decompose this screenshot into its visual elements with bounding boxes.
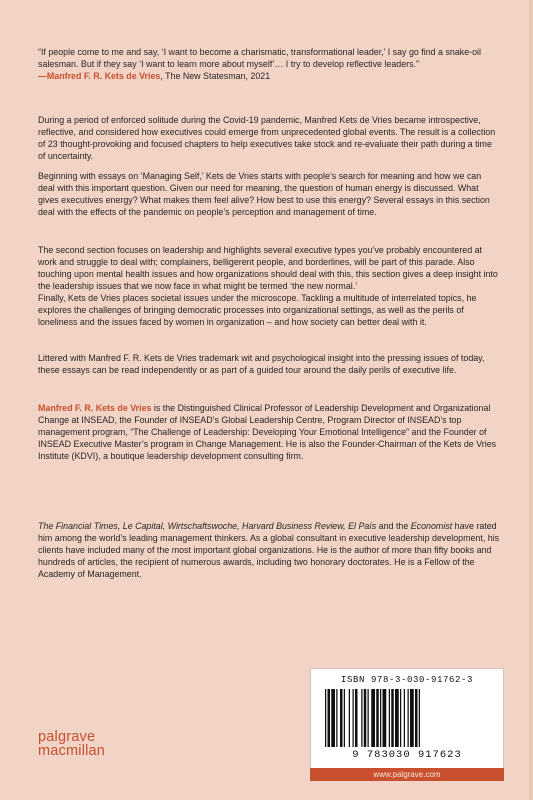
paragraph-1 bbox=[38, 114, 500, 162]
quote-text: “If people come to me and say, ‘I want to become a charismatic, transformational leader,’ I say go find a snake-oil salesman. But if they say ‘I want to learn more about myself’… I try to develop reflective leaders.” bbox=[38, 47, 481, 70]
barcode-bar bbox=[353, 689, 354, 747]
quote-block bbox=[38, 46, 500, 82]
barcode-bar bbox=[328, 689, 331, 747]
barcode-bar bbox=[331, 689, 335, 747]
barcode-icon bbox=[323, 689, 491, 747]
barcode-bar bbox=[400, 689, 401, 747]
barcode-bar bbox=[395, 689, 399, 747]
paragraph-5 bbox=[38, 352, 500, 376]
barcode-bar bbox=[371, 689, 375, 747]
barcode-bar bbox=[376, 689, 379, 747]
barcode-panel bbox=[310, 668, 504, 770]
barcode-bar bbox=[410, 689, 414, 747]
bio-text: is the Distinguished Clinical Professor of Leadership Development and Organizational Change at INSEAD, the Founder of INSEAD’s Global Leadership Centre, Program Director of INSEAD’s top management program, “The Challenge of Leadership: Developing Your Emotional Intelligence” and the Founder of INSEAD Executive Master’s program in Change Management. He is also the Founder-Chairman of the Kets de Vries Institute (KDVI), a boutique leadership development consulting firm. bbox=[38, 403, 497, 462]
accolades-body: have rated him among the world’s leading management thinkers. As a global consultant in executive leadership development, his clients have included many of the most important global organizations. He is the author of more than fifty books and hundreds of articles, the recipient of numerous awards, including two honorary doctorates. He is a Fellow of the Academy of Management. bbox=[38, 521, 500, 580]
author-name: Manfred F. R. Kets de Vries bbox=[38, 403, 152, 413]
accolades-text bbox=[38, 520, 500, 580]
isbn-digits: 9 783030 917623 bbox=[311, 749, 503, 761]
quote-author: —Manfred F. R. Kets de Vries bbox=[38, 71, 161, 82]
isbn-label: ISBN 978-3-030-91762-3 bbox=[340, 675, 474, 685]
barcode-bar bbox=[408, 689, 409, 747]
barcode-bar bbox=[383, 689, 387, 747]
barcode-bar bbox=[355, 689, 358, 747]
publisher-logo-line2: macmillan bbox=[38, 743, 106, 759]
paragraph-text: The second section focuses on leadership and highlights several executive types you’ve probably encountered at work and struggle to deal with; complainers, belligerent people, and borderlines, will be part of this parade. Also touching upon mental health issues and how organizations should deal with this, this section gives a deep insight into the leadership issues that we now face in what might be termed ‘the new normal.’ bbox=[38, 245, 498, 292]
barcode-bar bbox=[419, 689, 420, 747]
barcode-bar bbox=[325, 689, 326, 747]
publication-economist: Economist bbox=[410, 521, 453, 531]
barcode-bar bbox=[349, 689, 350, 747]
paragraph-text: Finally, Kets de Vries places societal issues under the microscope. Tackling a multitude of interrelated topics, he explores the challenges of bringing democratic processes into organizational settings, as well as the perils of loneliness and the issues faced by women in organization – and how society can better deal with it. bbox=[38, 293, 477, 328]
paragraph-text: Beginning with essays on ‘Managing Self,’ Kets de Vries starts with people’s search for meaning and how we can deal with this important question. Given our need for meaning, the question of human energy is discussed. What gives executives energy? What makes them feel alive? How best to use this energy? Several essays in this section deal with the effects of the pandemic on people’s perception and management of time. bbox=[38, 171, 490, 218]
barcode-bar bbox=[361, 689, 362, 747]
publisher-logo bbox=[38, 730, 105, 758]
paragraph-3 bbox=[38, 244, 500, 292]
quote-attribution bbox=[38, 70, 500, 82]
barcode-bar bbox=[415, 689, 418, 747]
barcode-bar bbox=[389, 689, 390, 747]
barcode-bar bbox=[340, 689, 343, 747]
barcode-bar bbox=[404, 689, 405, 747]
spine-edge bbox=[529, 0, 533, 800]
quote-source: , The New Statesman, 2021 bbox=[160, 71, 271, 82]
paragraph-4 bbox=[38, 292, 500, 328]
barcode-bar bbox=[368, 689, 369, 747]
paragraph-text: Littered with Manfred F. R. Kets de Vries trademark wit and psychological insight into the pressing issues of today, these essays can be read independently or as part of a guided tour around the daily perils of executive life. bbox=[38, 353, 485, 376]
paragraph-2 bbox=[38, 170, 500, 218]
publication-list: The Financial Times, Le Capital, Wirtschaftswoche, Harvard Business Review, El País bbox=[38, 521, 377, 531]
barcode-bar bbox=[364, 689, 367, 747]
publisher-logo-line1: palgrave bbox=[38, 729, 96, 745]
author-bio bbox=[38, 402, 500, 462]
barcode-bar bbox=[336, 689, 337, 747]
barcode-bar bbox=[391, 689, 394, 747]
author-accolades bbox=[38, 520, 500, 580]
barcode-bar bbox=[344, 689, 345, 747]
conjunction: and the bbox=[376, 521, 411, 531]
paragraph-text: During a period of enforced solitude during the Covid-19 pandemic, Manfred Kets de Vries became introspective, reflective, and considered how executives could emerge from unprecedented global events. The result is a collection of 23 thought-provoking and focused chapters to help executives take stock and re-evaluate their path during a time of uncertainty. bbox=[38, 115, 496, 162]
barcode-bar bbox=[380, 689, 381, 747]
author-bio-text bbox=[38, 402, 500, 462]
publisher-url: www.palgrave.com bbox=[310, 768, 504, 781]
